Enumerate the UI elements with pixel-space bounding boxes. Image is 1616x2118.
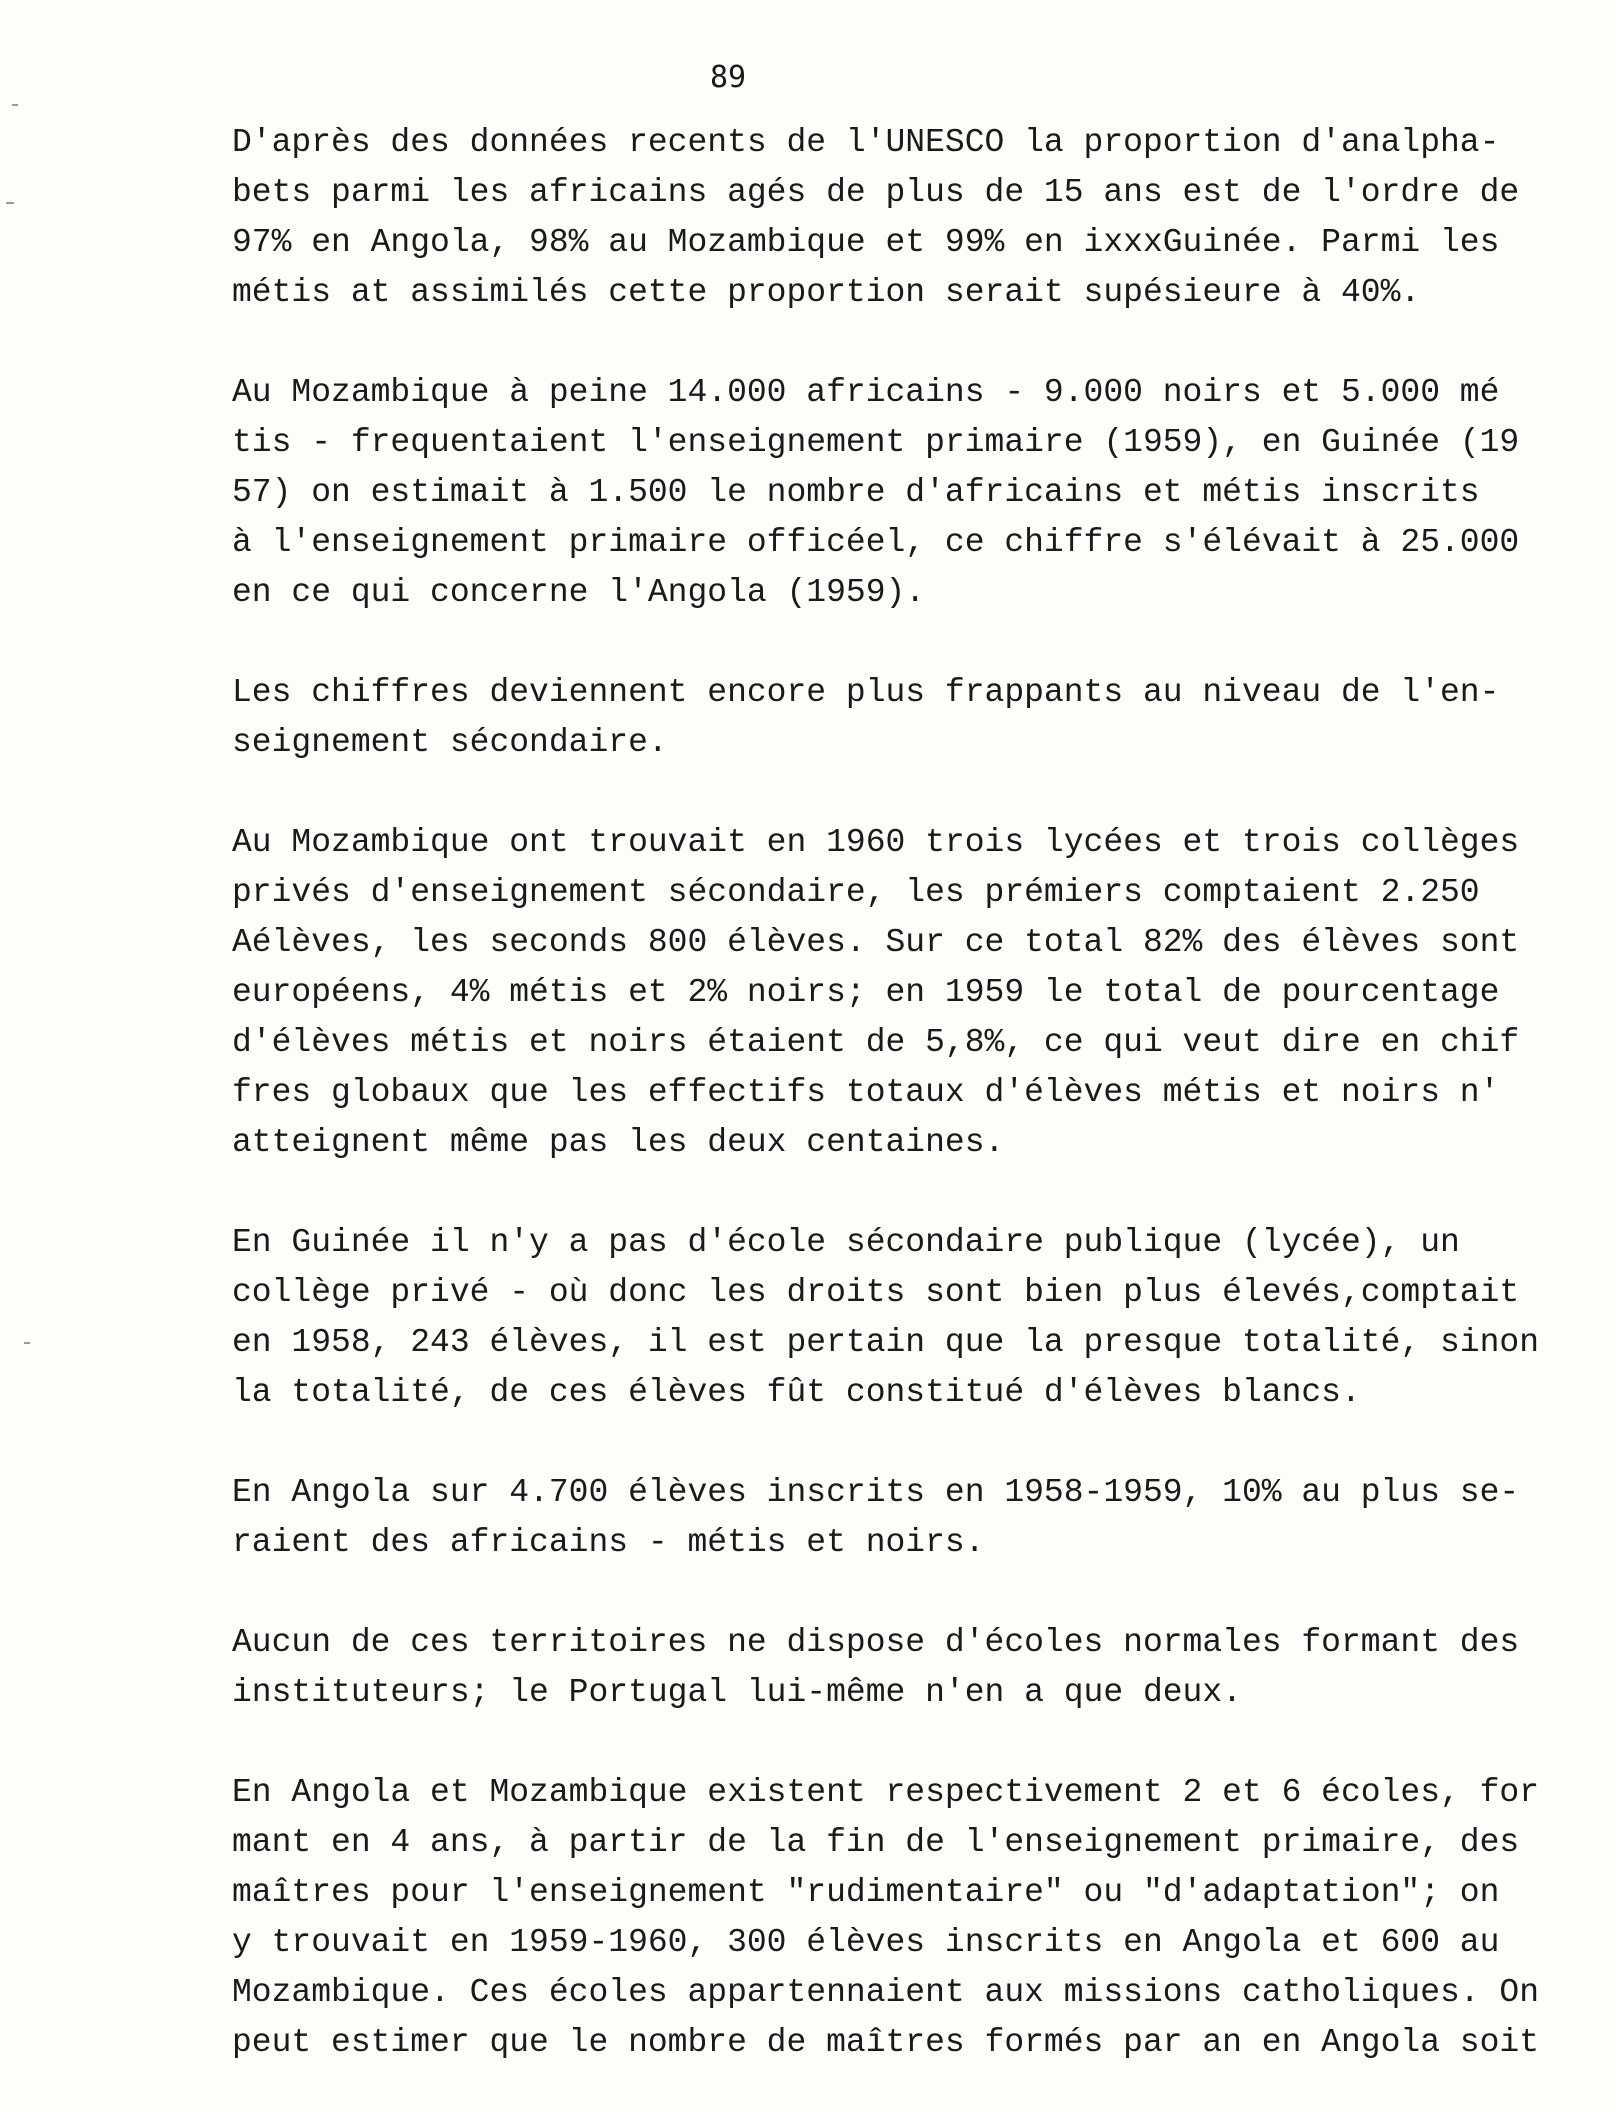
text-line: D'après des données recents de l'UNESCO la proportion d'analpha- — [232, 124, 1500, 161]
text-line: 97% en Angola, 98% au Mozambique et 99% en ixxxGuinée. Parmi les — [232, 224, 1500, 261]
text-line: en 1958, 243 élèves, il est pertain que la presque totalité, sinon — [232, 1324, 1540, 1361]
text-line: mant en 4 ans, à partir de la fin de l'enseignement primaire, des — [232, 1824, 1520, 1861]
text-line: y trouvait en 1959-1960, 300 élèves inscrits en Angola et 600 au — [232, 1924, 1500, 1961]
text-line: en ce qui concerne l'Angola (1959). — [232, 574, 926, 611]
document-body — [232, 118, 1592, 2118]
text-line: En Angola sur 4.700 élèves inscrits en 1958-1959, 10% au plus se- — [232, 1474, 1520, 1511]
text-line: En Angola et Mozambique existent respectivement 2 et 6 écoles, for — [232, 1774, 1540, 1811]
text-line: européens, 4% métis et 2% noirs; en 1959 le total de pourcentage — [232, 974, 1500, 1011]
text-line: à l'enseignement primaire officéel, ce chiffre s'élévait à 25.000 — [232, 524, 1520, 561]
text-line: métis at assimilés cette proportion serait supésieure à 40%. — [232, 274, 1421, 311]
text-line: Mozambique. Ces écoles appartennaient aux missions catholiques. On — [232, 1974, 1540, 2011]
text-line: maîtres pour l'enseignement "rudimentaire" ou "d'adaptation"; on — [232, 1874, 1500, 1911]
text-line: d'élèves métis et noirs étaient de 5,8%, ce qui veut dire en chif — [232, 1024, 1520, 1061]
text-line: Au Mozambique ont trouvait en 1960 trois lycées et trois collèges — [232, 824, 1520, 861]
text-line: privés d'enseignement sécondaire, les prémiers comptaient 2.250 — [232, 874, 1480, 911]
paragraph — [232, 1618, 1592, 1718]
scan-mark — [24, 1342, 30, 1344]
paragraph — [232, 818, 1592, 1168]
scan-mark — [6, 202, 14, 204]
paragraph — [232, 1218, 1592, 1418]
text-line: tis - frequentaient l'enseignement primaire (1959), en Guinée (19 — [232, 424, 1520, 461]
paragraph — [232, 1768, 1592, 2068]
text-line: peut estimer que le nombre de maîtres formés par an en Angola soit — [232, 2024, 1540, 2061]
text-line: instituteurs; le Portugal lui-même n'en a que deux. — [232, 1674, 1242, 1711]
paragraph — [232, 668, 1592, 768]
text-line: fres globaux que les effectifs totaux d'élèves métis et noirs n' — [232, 1074, 1500, 1111]
scan-mark — [12, 104, 18, 106]
text-line: Aucun de ces territoires ne dispose d'écoles normales formant des — [232, 1624, 1520, 1661]
text-line: bets parmi les africains agés de plus de 15 ans est de l'ordre de — [232, 174, 1520, 211]
text-line: raient des africains - métis et noirs. — [232, 1524, 985, 1561]
text-line: seignement sécondaire. — [232, 724, 668, 761]
text-line: la totalité, de ces élèves fût constitué d'élèves blancs. — [232, 1374, 1361, 1411]
text-line: atteignent même pas les deux centaines. — [232, 1124, 1005, 1161]
text-line: Aélèves, les seconds 800 élèves. Sur ce total 82% des élèves sont — [232, 924, 1520, 961]
text-line: collège privé - où donc les droits sont bien plus élevés,comptait — [232, 1274, 1520, 1311]
text-line: 57) on estimait à 1.500 le nombre d'africains et métis inscrits — [232, 474, 1480, 511]
text-line: En Guinée il n'y a pas d'école sécondaire publique (lycée), un — [232, 1224, 1460, 1261]
text-line: Les chiffres deviennent encore plus frappants au niveau de l'en- — [232, 674, 1500, 711]
text-line: Au Mozambique à peine 14.000 africains - 9.000 noirs et 5.000 mé — [232, 374, 1500, 411]
paragraph — [232, 1468, 1592, 1568]
paragraph — [232, 118, 1592, 318]
page-number: 89 — [709, 60, 747, 95]
paragraph — [232, 368, 1592, 618]
